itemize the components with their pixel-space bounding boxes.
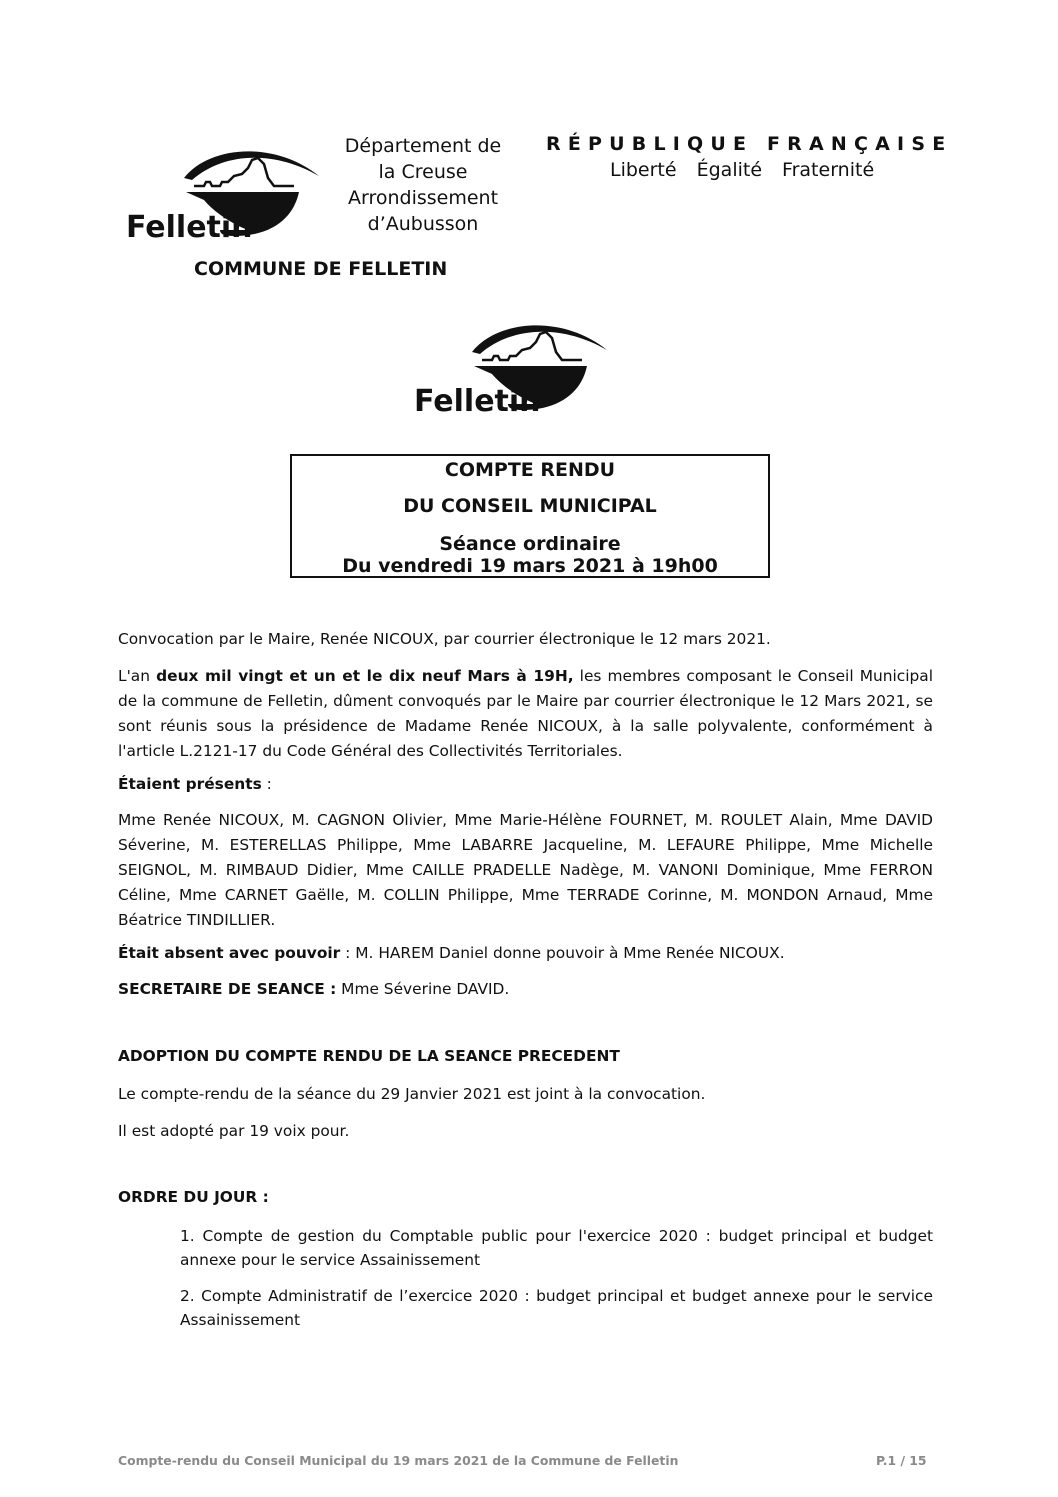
present-heading [118,772,933,797]
department-line-4: d’Aubusson [367,213,479,235]
adoption-title: ADOPTION DU COMPTE RENDU DE LA SEANCE PRECEDENT [118,1047,620,1065]
title-line-4: Du vendredi 19 mars 2021 à 19h00 [342,555,718,577]
department-line-1: Département de [344,135,502,157]
department-block [330,133,516,237]
agenda-item-2: 2. Compte Administratif de l’exercice 2020 : budget principal et budget annexe pour le service Assainissement [180,1287,933,1329]
title-box [290,454,770,578]
republic-title: RÉPUBLIQUE FRANÇAISE [546,133,953,155]
felletin-logo-center [412,312,612,418]
absent-text: : M. HAREM Daniel donne pouvoir à Mme Renée NICOUX. [340,944,785,962]
present-list: Mme Renée NICOUX, M. CAGNON Olivier, Mme Marie-Hélène FOURNET, M. ROULET Alain, Mme DAVID Séverine, M. ESTERELLAS Philippe, Mme LABARRE Jacqueline, M. LEFAURE Philippe, Mme Michelle SEIGNOL, M. RIMBAUD Didier, Mme CAILLE PRADELLE Nadège, M. VANONI Dominique, Mme FERRON Céline, Mme CARNET Gaëlle, M. COLLIN Philippe, Mme TERRADE Corinne, M. MONDON Arnaud, Mme Béatrice TINDILLIER. [118,811,933,929]
absent-line [118,941,933,966]
footer-document-title: Compte-rendu du Conseil Municipal du 19 mars 2021 de la Commune de Felletin [118,1453,679,1468]
adoption-text-1: Le compte-rendu de la séance du 29 Janvier 2021 est joint à la convocation. [118,1085,706,1103]
department-line-3: Arrondissement [347,187,499,209]
title-line-2: DU CONSEIL MUNICIPAL [403,495,657,517]
commune-name: COMMUNE DE FELLETIN [194,258,448,280]
agenda-title: ORDRE DU JOUR : [118,1188,269,1206]
logo-text: Felletin [126,210,253,244]
logo-text: Felletin [414,384,541,418]
intro-bold: deux mil vingt et un et le dix neuf Mars à 19H, [156,667,574,685]
present-label: Étaient présents [118,775,262,793]
present-colon: : [261,775,272,793]
agenda-item-1: 1. Compte de gestion du Comptable public pour l'exercice 2020 : budget principal et budget annexe pour le service Assainissement [180,1227,933,1269]
intro-paragraph [118,664,933,764]
secretary-text: Mme Séverine DAVID. [336,980,510,998]
department-line-2: la Creuse [378,161,468,183]
absent-label: Était absent avec pouvoir [118,944,341,962]
footer-page-number: P.1 / 15 [876,1453,927,1468]
felletin-logo-top [124,138,324,244]
republic-motto: Liberté Égalité Fraternité [610,159,875,181]
intro-start: L'an [118,667,157,685]
convocation-text: Convocation par le Maire, Renée NICOUX, par courrier électronique le 12 mars 2021. [118,630,771,648]
adoption-text-2: Il est adopté par 19 voix pour. [118,1122,350,1140]
intro-rest: les membres composant le Conseil Municipal de la commune de Felletin, dûment convoqués par le Maire par courrier électronique le 12 Mars 2021, se sont réunis sous la présidence de Madame Renée NICOUX, à la salle polyvalente, conformément à l'article L.2121-17 du Code Général des Collectivités Territoriales. [118,667,933,760]
secretary-label: SECRETAIRE DE SEANCE : [118,980,337,998]
title-line-3: Séance ordinaire [439,533,621,555]
title-line-1: COMPTE RENDU [444,459,616,481]
secretary-line [118,977,933,1002]
